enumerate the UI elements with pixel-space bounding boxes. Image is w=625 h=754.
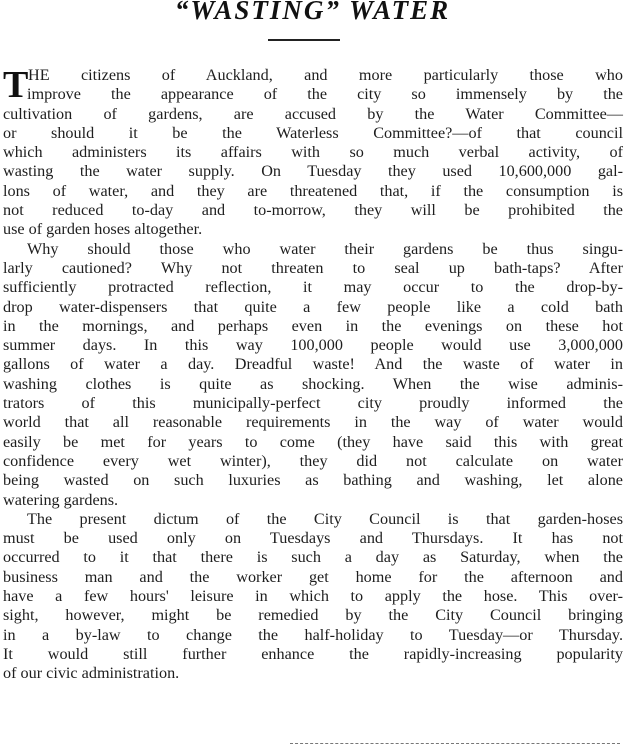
article-line: occurred to it that there is such a day as Saturday, when the	[3, 548, 623, 567]
article-line: Why should those who water their gardens be thus singu-	[27, 239, 623, 258]
article-line: in a by-law to change the half-holiday to Tuesday—or Thursday.	[3, 625, 623, 644]
article-line: in the mornings, and perhaps even in the evenings on these hot	[3, 316, 623, 335]
article-line: use of garden hoses altogether.	[3, 220, 203, 239]
article-line: being wasted on such luxuries as bathing and washing, let alone	[3, 471, 623, 490]
article-line: of our civic administration.	[3, 664, 180, 683]
article-line: have a few hours' leisure in which to apply the hose. This over-	[3, 587, 623, 606]
article-line: improve the appearance of the city so immensely by the	[27, 85, 623, 104]
article-line: trators of this municipally-perfect city proudly informed the	[3, 394, 623, 413]
headline-rule	[268, 39, 340, 41]
article-line: watering gardens.	[3, 490, 119, 509]
article-line: gallons of water a day. Dreadful waste! And the waste of water in	[3, 355, 623, 374]
article-line: summer days. In this way 100,000 people would use 3,000,000	[3, 336, 623, 355]
article-body	[3, 66, 623, 684]
article-line: wasting the water supply. On Tuesday they used 10,600,000 gal-	[3, 162, 623, 181]
article-line: HE citizens of Auckland, and more particularly those who	[28, 66, 623, 84]
article-line: lons of water, and they are threatened that, if the consumption is	[3, 181, 623, 200]
article-line: easily be met for years to come (they have said this with great	[3, 432, 623, 451]
pencil-underline-mark	[290, 742, 620, 744]
article-line: drop water-dispensers that quite a few people like a cold bath	[3, 297, 623, 316]
article-line: world that all reasonable requirements in the way of water would	[3, 413, 623, 432]
article-line: confidence every wet winter), they did not calculate on water	[3, 451, 623, 470]
article-line: sight, however, might be remedied by the City Council bringing	[3, 606, 623, 625]
article-line: washing clothes is quite as shocking. When the wise adminis-	[3, 374, 623, 393]
drop-cap: T	[3, 64, 29, 106]
article-line: It would still further enhance the rapidly-increasing popularity	[3, 644, 623, 663]
article-line: or should it be the Waterless Committee?—of that council	[3, 123, 623, 142]
article-line: not reduced to-day and to-morrow, they will be prohibited the	[3, 201, 623, 220]
article-line: business man and the worker get home for the afternoon and	[3, 567, 623, 586]
headline: “WASTING” WATER	[174, 0, 451, 25]
article-line: sufficiently protracted reflection, it may occur to the drop-by-	[3, 278, 623, 297]
article-line: which administers its affairs with so much verbal activity, of	[3, 143, 623, 162]
article-line: The present dictum of the City Council is that garden-hoses	[27, 509, 623, 528]
article-line: must be used only on Tuesdays and Thursdays. It has not	[3, 529, 623, 548]
article-line: cultivation of gardens, are accused by the Water Committee—	[3, 104, 623, 123]
article-line: larly cautioned? Why not threaten to seal up bath-taps? After	[3, 258, 623, 277]
